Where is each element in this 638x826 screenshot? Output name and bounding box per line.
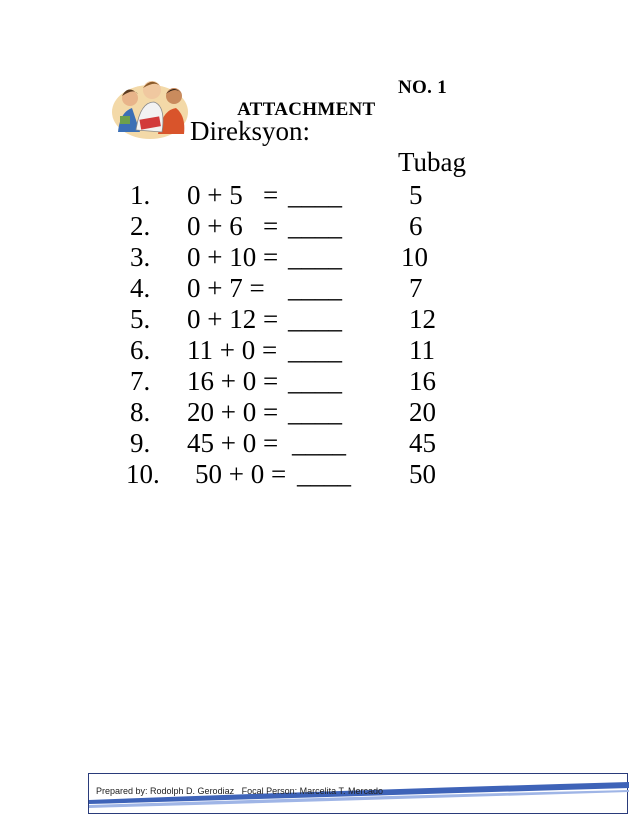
answer-blank[interactable]: ____ [297, 459, 351, 489]
item-number: 3. [130, 242, 151, 272]
item-number: 7. [130, 366, 151, 396]
item-answer: 6 [409, 211, 423, 241]
item-answer: 45 [409, 428, 436, 458]
list-item [0, 210, 638, 242]
group-of-people-icon [110, 72, 190, 140]
item-answer: 20 [409, 397, 436, 427]
list-item [0, 272, 638, 304]
answer-blank[interactable]: ____ [288, 397, 342, 427]
attachment-label: ATTACHMENT [237, 99, 376, 120]
item-number: 5. [130, 304, 151, 334]
item-answer: 50 [409, 459, 436, 489]
item-equation: 0 + 10 = [187, 242, 285, 272]
list-item [0, 396, 638, 428]
item-equation: 11 + 0 = [187, 335, 284, 365]
answer-blank[interactable]: ____ [288, 242, 342, 272]
item-equation: 0 + 7 = [187, 273, 285, 303]
answer-blank[interactable]: ____ [288, 304, 342, 334]
answer-blank[interactable]: ____ [288, 211, 342, 241]
answer-blank[interactable]: ____ [288, 335, 342, 365]
item-answer: 10 [401, 242, 428, 272]
instructions-label: Direksyon: [190, 116, 310, 146]
item-answer: 12 [409, 304, 436, 334]
answer-blank[interactable]: ____ [288, 180, 342, 210]
item-number: 4. [130, 273, 151, 303]
item-number: 1. [130, 180, 151, 210]
footer-credits: Prepared by: Rodolph D. Gerodiaz Focal Person: Marcelita T. Mercado [96, 786, 383, 796]
item-number: 8. [130, 397, 151, 427]
item-answer: 5 [409, 180, 423, 210]
item-equation: 45 + 0 = [187, 428, 292, 458]
item-equation: 20 + 0 = [187, 397, 285, 427]
item-equation: 0 + 6 = [187, 211, 285, 241]
item-equation: 0 + 12 = [187, 304, 285, 334]
answer-column-heading: Tubag [398, 147, 467, 177]
answer-blank[interactable]: ____ [288, 366, 342, 396]
list-item [0, 241, 638, 273]
attachment-number: NO. 1 [398, 77, 447, 98]
list-item [0, 365, 638, 397]
item-number: 2. [130, 211, 151, 241]
item-number: 10. [126, 459, 160, 489]
footer-box [88, 773, 628, 814]
list-item [0, 303, 638, 335]
answer-blank[interactable]: ____ [292, 428, 346, 458]
list-item [0, 334, 638, 366]
item-equation: 50 + 0 = [195, 459, 293, 489]
item-answer: 16 [409, 366, 436, 396]
item-equation: 16 + 0 = [187, 366, 285, 396]
item-answer: 7 [409, 273, 423, 303]
list-item [0, 179, 638, 211]
item-equation: 0 + 5 = [187, 180, 285, 210]
list-item [0, 427, 638, 459]
item-number: 9. [130, 428, 151, 458]
item-answer: 11 [409, 335, 435, 365]
list-item [0, 458, 638, 490]
item-number: 6. [130, 335, 151, 365]
answer-blank[interactable]: ____ [288, 273, 342, 303]
